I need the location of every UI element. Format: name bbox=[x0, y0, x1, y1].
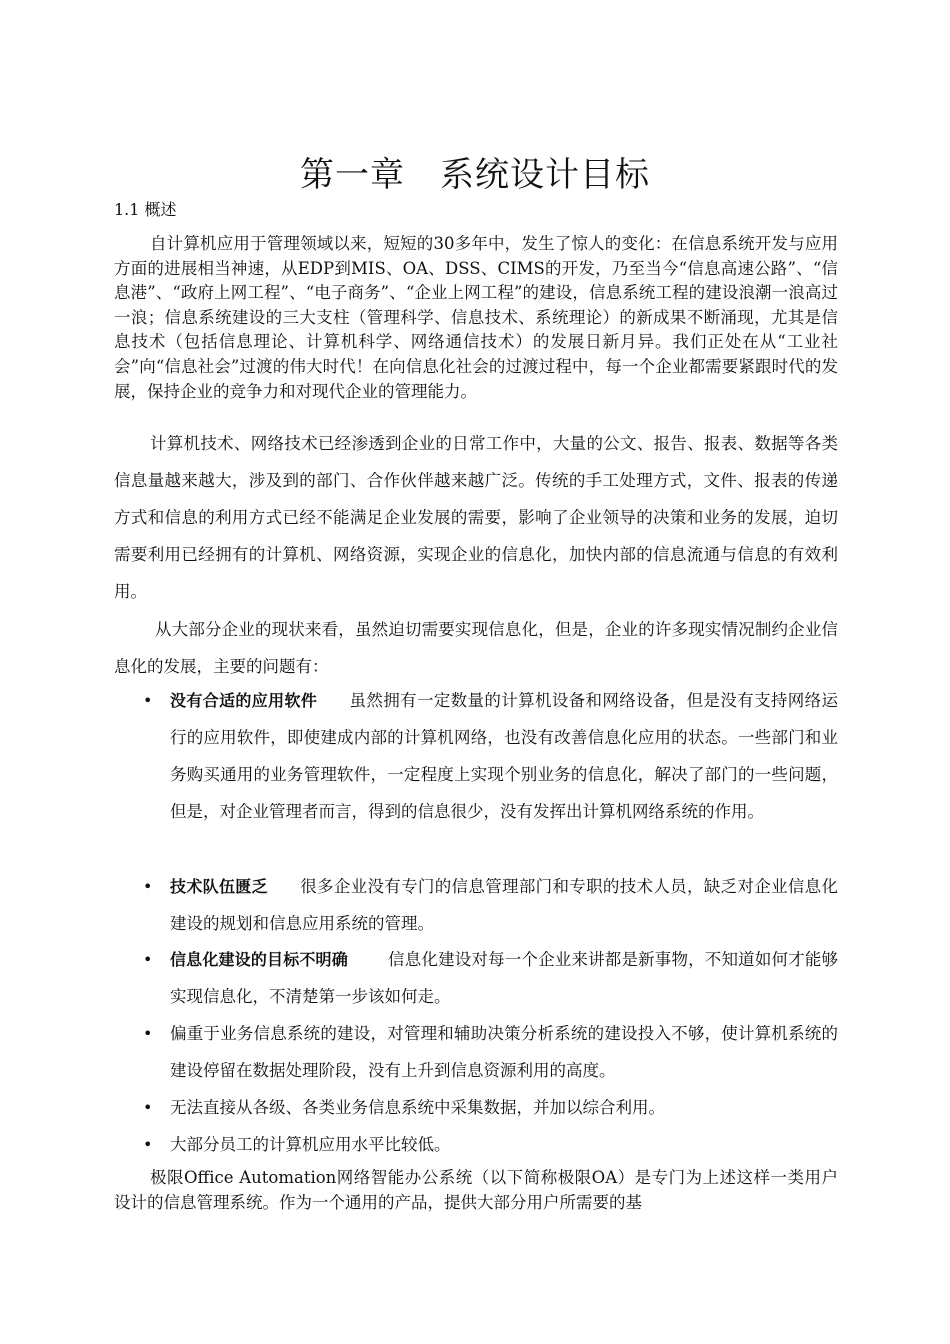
bullet-item bbox=[143, 941, 838, 1015]
bullet-text: 无法直接从各级、各类业务信息系统中采集数据，并加以综合利用。 bbox=[170, 1098, 665, 1117]
bullet-heading: 技术队伍匮乏 bbox=[170, 877, 268, 896]
bullet-item bbox=[143, 868, 838, 942]
paragraph-product: 极限Office Automation网络智能办公系统（以下简称极限OA）是专门为上述这样一类用户设计的信息管理系统。作为一个通用的产品，提供大部分用户所需要的基 bbox=[114, 1168, 838, 1212]
paragraph-intro: 自计算机应用于管理领域以来，短短的30多年中，发生了惊人的变化：在信息系统开发与应用方面的进展相当神速，从EDP到MIS、OA、DSS、CIMS的开发，乃至当今“信息高速公路”、“信息港”、“政府上网工程”、“电子商务”、“企业上网工程”的建设，信息系统工程的建设浪潮一浪高过一浪；信息系统建设的三大支柱（管理科学、信息技术、系统理论）的新成果不断涌现，尤其是信息技术（包括信息理论、计算机科学、网络通信技术）的发展日新月异。我们正处在从“工业社会”向“信息社会”过渡的伟大时代！在向信息化社会的过渡过程中，每一个企业都需要紧跟时代的发展，保持企业的竞争力和对现代企业的管理能力。 bbox=[114, 234, 838, 401]
bullet-marker: • bbox=[143, 1135, 153, 1154]
paragraph-network: 计算机技术、网络技术已经渗透到企业的日常工作中，大量的公文、报告、报表、数据等各类信息量越来越大，涉及到的部门、合作伙伴越来越广泛。传统的手工处理方式，文件、报表的传递方式和信息的利用方式已经不能满足企业发展的需要，影响了企业领导的决策和业务的发展，迫切需要利用已经拥有的计算机、网络资源，实现企业的信息化，加快内部的信息流通与信息的有效利用。 bbox=[114, 434, 838, 601]
bullet-marker: • bbox=[143, 1024, 153, 1043]
bullet-heading: 没有合适的应用软件 bbox=[170, 691, 318, 710]
bullet-text: 大部分员工的计算机应用水平比较低。 bbox=[170, 1135, 451, 1154]
bullet-heading: 信息化建设的目标不明确 bbox=[170, 950, 348, 969]
bullet-marker: • bbox=[143, 691, 153, 710]
section-heading: 1.1 概述 bbox=[114, 200, 177, 219]
bullet-item bbox=[143, 1089, 838, 1126]
bullet-item bbox=[143, 1126, 838, 1163]
bullet-item bbox=[143, 1015, 838, 1089]
bullet-marker: • bbox=[143, 877, 153, 896]
bullet-text: 很多企业没有专门的信息管理部门和专职的技术人员，缺乏对企业信息化建设的规划和信息应用系统的管理。 bbox=[170, 877, 838, 933]
bullet-marker: • bbox=[143, 1098, 153, 1117]
bullet-text: 虽然拥有一定数量的计算机设备和网络设备，但是没有支持网络运行的应用软件，即使建成内部的计算机网络，也没有改善信息化应用的状态。一些部门和业务购买通用的业务管理软件，一定程度上实现个别业务的信息化，解决了部门的一些问题，但是，对企业管理者而言，得到的信息很少，没有发挥出计算机网络系统的作用。 bbox=[170, 691, 838, 821]
bullet-marker: • bbox=[143, 950, 153, 969]
paragraph-status: 从大部分企业的现状来看，虽然迫切需要实现信息化，但是，企业的许多现实情况制约企业信息化的发展，主要的问题有： bbox=[114, 620, 838, 676]
bullet-item bbox=[143, 682, 838, 830]
bullet-text: 信息化建设对每一个企业来讲都是新事物，不知道如何才能够实现信息化，不清楚第一步该如何走。 bbox=[170, 950, 838, 1006]
bullet-text: 偏重于业务信息系统的建设，对管理和辅助决策分析系统的建设投入不够，使计算机系统的建设停留在数据处理阶段，没有上升到信息资源利用的高度。 bbox=[170, 1024, 838, 1080]
chapter-title: 第一章 系统设计目标 bbox=[300, 154, 650, 195]
